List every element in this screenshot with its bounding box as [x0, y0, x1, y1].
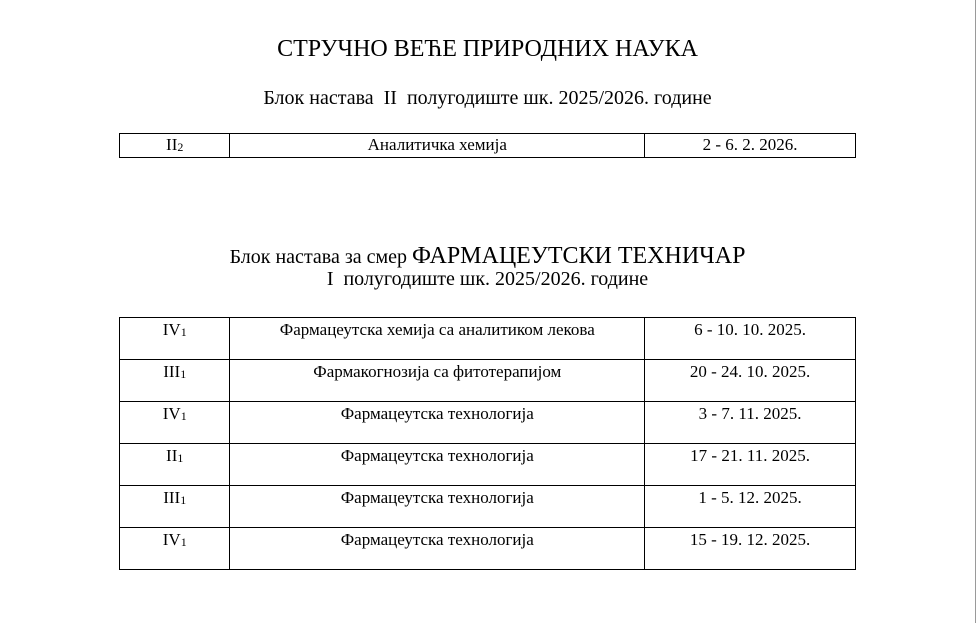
subject-cell: Фармацеутска технологија — [230, 402, 645, 444]
class-year: II — [166, 135, 178, 154]
subject-cell: Фармацеутска хемија са аналитиком лекова — [230, 318, 645, 360]
class-index: 1 — [180, 493, 187, 507]
dates-cell: 6 - 10. 10. 2025. — [645, 318, 856, 360]
class-year: III — [163, 362, 181, 381]
class-index: 1 — [180, 535, 187, 549]
subject-cell: Фармакогнозија са фитотерапијом — [230, 360, 645, 402]
subject-cell: Фармацеутска технологија — [230, 486, 645, 528]
class-cell — [120, 402, 230, 444]
table-row — [120, 528, 856, 570]
class-index: 1 — [177, 451, 184, 465]
class-year: II — [166, 446, 178, 465]
class-cell — [120, 318, 230, 360]
section2-heading-emphasis: ФАРМАЦЕУТСКИ ТЕХНИЧАР — [412, 243, 746, 269]
subject-cell: Фармацеутска технологија — [230, 444, 645, 486]
class-index: 1 — [180, 325, 187, 339]
section2-subheading: I полугодиште шк. 2025/2026. године — [326, 268, 649, 290]
dates-cell: 17 - 21. 11. 2025. — [645, 444, 856, 486]
document-title: СТРУЧНО ВЕЋЕ ПРИРОДНИХ НАУКА — [277, 36, 698, 62]
dates-cell: 3 - 7. 11. 2025. — [645, 402, 856, 444]
subject-cell: Фармацеутска технологија — [230, 528, 645, 570]
class-index: 1 — [180, 409, 187, 423]
table-row — [120, 444, 856, 486]
section2-heading — [0, 243, 975, 270]
class-year: IV — [162, 320, 181, 339]
table-row — [120, 360, 856, 402]
class-year: III — [163, 488, 181, 507]
class-cell — [120, 528, 230, 570]
section2-table — [119, 317, 856, 570]
class-cell — [120, 444, 230, 486]
section2-heading-prefix: Блок настава за смер — [229, 246, 413, 268]
table-row — [120, 486, 856, 528]
class-index: 1 — [180, 367, 187, 381]
dates-cell: 1 - 5. 12. 2025. — [645, 486, 856, 528]
table-row — [120, 318, 856, 360]
section1-heading: Блок настава II полугодиште шк. 2025/2026. године — [263, 87, 712, 109]
class-index: 2 — [177, 140, 184, 154]
dates-cell: 20 - 24. 10. 2025. — [645, 360, 856, 402]
table-row — [120, 134, 856, 158]
class-year: IV — [162, 530, 181, 549]
section1-table — [119, 133, 856, 158]
dates-cell: 2 - 6. 2. 2026. — [645, 134, 856, 158]
dates-cell: 15 - 19. 12. 2025. — [645, 528, 856, 570]
page-edge-divider — [975, 0, 976, 623]
class-cell — [120, 134, 230, 158]
subject-cell: Аналитичка хемија — [230, 134, 645, 158]
class-cell — [120, 486, 230, 528]
class-cell — [120, 360, 230, 402]
class-year: IV — [162, 404, 181, 423]
table-row — [120, 402, 856, 444]
